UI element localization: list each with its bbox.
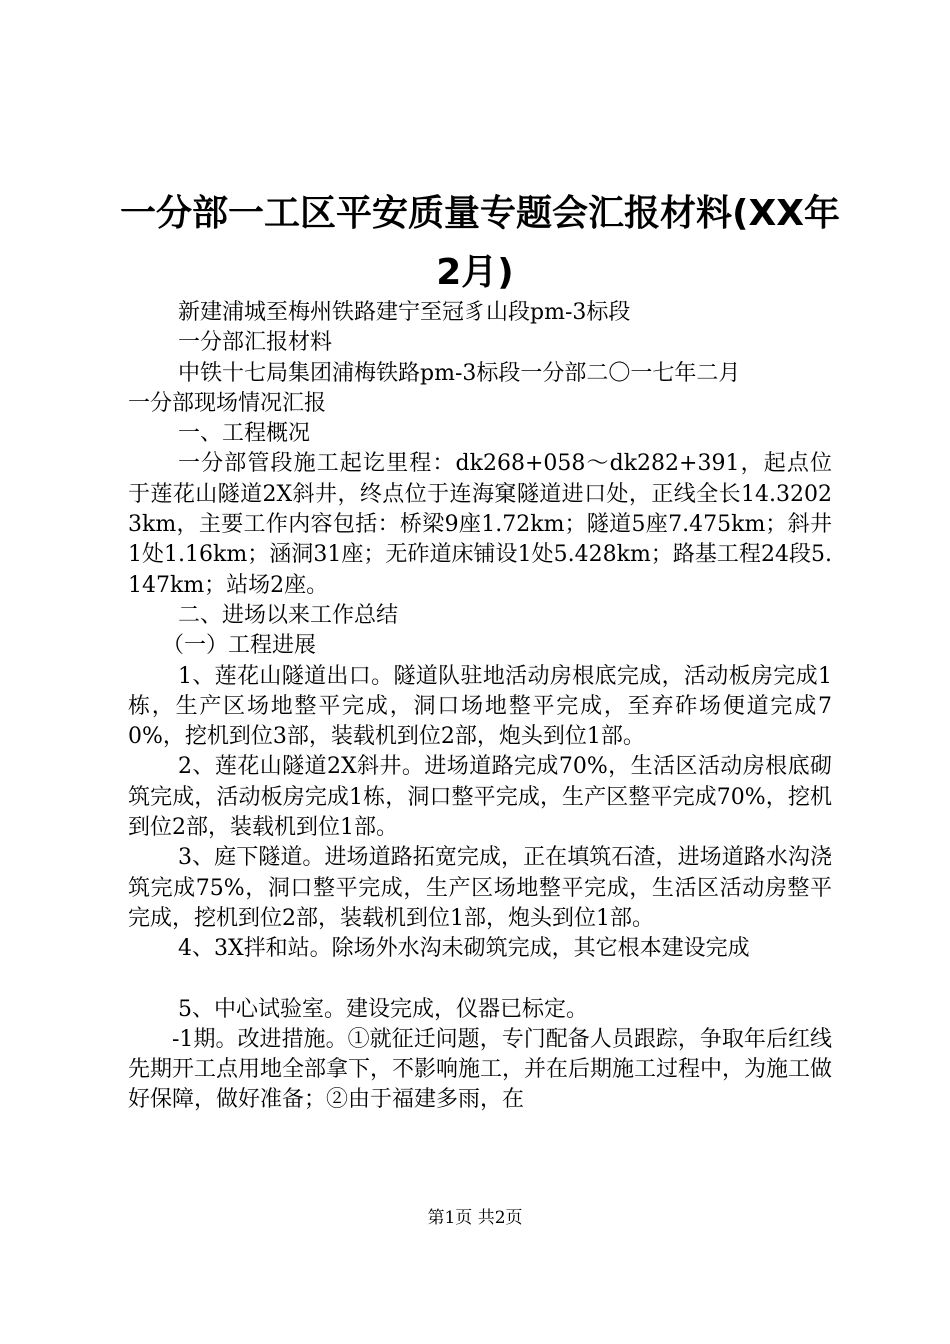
paragraph-item-1: 1、莲花山隧道出口。隧道队驻地活动房根底完成，活动板房完成1栋，生产区场地整平完成，洞口场地整平完成，至弃砟场便道完成70%，挖机到位3部，装载机到位2部，炮头到位1部。 <box>128 663 832 750</box>
document-title-line-1: 一分部一工区平安质量专题会汇报材料(XX年 <box>120 193 840 234</box>
section-heading-overview: 一、工程概况 <box>178 421 311 447</box>
page-footer: 第1页 共2页 <box>427 1208 523 1228</box>
paragraph-item-4: 4、3X拌和站。除场外水沟未砌筑完成，其它根本建设完成 <box>178 936 750 962</box>
section-heading-summary: 二、进场以来工作总结 <box>178 602 399 628</box>
paragraph-project-name: 新建浦城至梅州铁路建宁至冠豸山段pm-3标段 <box>178 300 631 325</box>
document-body <box>128 298 832 1116</box>
document-title-line-2: 2月) <box>436 252 514 293</box>
subsection-heading-progress: （一）工程进展 <box>162 633 317 659</box>
paragraph-organization-date: 中铁十七局集团浦梅铁路pm-3标段一分部二〇一七年二月 <box>178 360 741 386</box>
paragraph-item-3: 3、庭下隧道。进场道路拓宽完成，正在填筑石渣，进场道路水沟浇筑完成75%，洞口整平完成，生产区场地整平完成，生活区活动房整平完成，挖机到位2部，装载机到位1部，炮头到位1部。 <box>128 845 832 931</box>
paragraph-measures: -1期。改进措施。①就征迁问题，专门配备人员跟踪，争取年后红线先期开工点用地全部拿下，不影响施工，并在后期施工过程中，为施工做好保障，做好准备；②由于福建多雨，在 <box>128 1026 833 1113</box>
paragraph-site-report-heading: 一分部现场情况汇报 <box>128 390 327 416</box>
paragraph-overview: 一分部管段施工起讫里程：dk268+058～dk282+391，起点位于莲花山隧道2X斜井，终点位于连海窠隧道进口处，正线全长14.32023km，主要工作内容包括：桥梁9座1.72km；隧道5座7.475km；斜井1处1.16km；涵洞31座；无砟道床铺设1处5.428km；路基工程24段5.147km；站场2座。 <box>128 451 832 598</box>
paragraph-item-2: 2、莲花山隧道2X斜井。进场道路完成70%，生活区活动房根底砌筑完成，活动板房完成1栋，洞口整平完成，生产区整平完成70%，挖机到位2部，装载机到位1部。 <box>128 754 832 841</box>
paragraph-item-5: 5、中心试验室。建设完成，仪器已标定。 <box>178 996 588 1022</box>
paragraph-report-label: 一分部汇报材料 <box>178 330 333 356</box>
